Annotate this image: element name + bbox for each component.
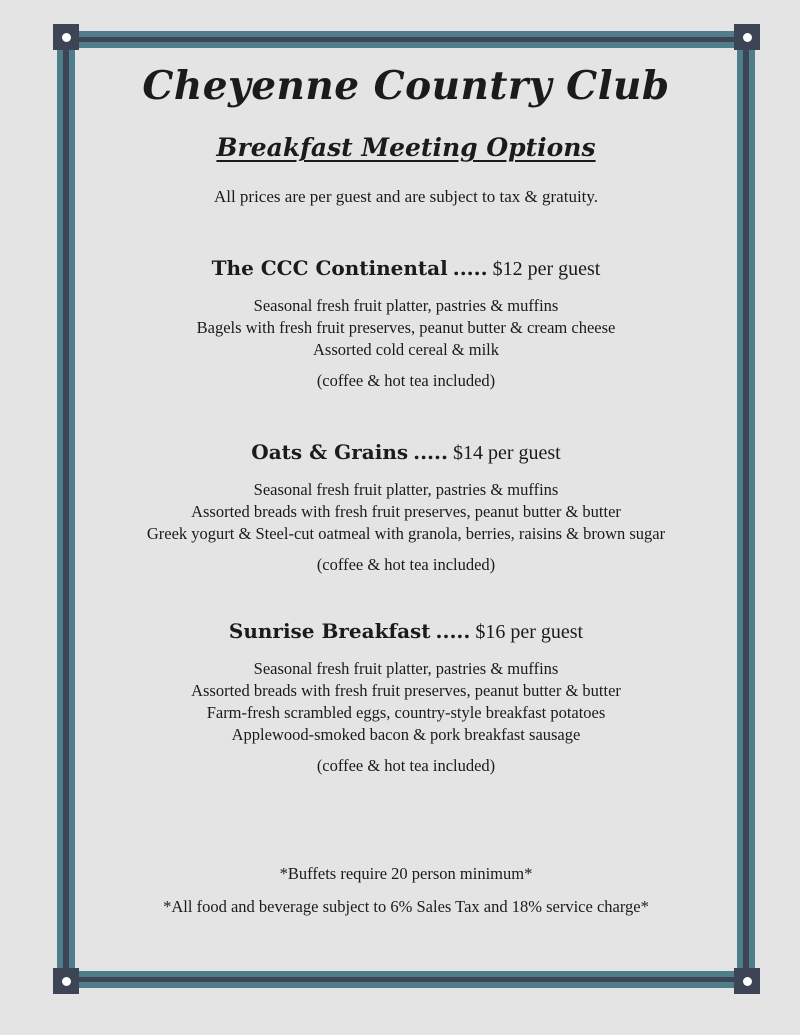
menu-item: Seasonal fresh fruit platter, pastries & muffins — [253, 479, 559, 499]
section-name: The CCC Continental — [211, 255, 448, 280]
section-price: $12 per guest — [492, 257, 601, 280]
section-price: $16 per guest — [475, 620, 584, 643]
border-corner-top-right — [734, 24, 760, 50]
border-band-right — [737, 31, 755, 988]
menu-item: Greek yogurt & Steel-cut oatmeal with granola, berries, raisins & brown sugar — [146, 523, 666, 543]
menu-item: Farm-fresh scrambled eggs, country-style breakfast potatoes — [206, 702, 606, 722]
corner-dot-icon — [62, 977, 71, 986]
section-items — [80, 658, 732, 746]
border-corner-bottom-right — [734, 968, 760, 994]
section-dots: ..... — [452, 255, 488, 280]
menu-item: Seasonal fresh fruit platter, pastries & muffins — [253, 658, 559, 678]
included-note: (coffee & hot tea included) — [316, 755, 496, 775]
menu-item: Assorted breads with fresh fruit preserves, peanut butter & butter — [191, 680, 621, 700]
footnote-buffet-minimum: *Buffets require 20 person minimum* — [279, 863, 533, 883]
menu-item: Seasonal fresh fruit platter, pastries & muffins — [253, 295, 559, 315]
section-name: Sunrise Breakfast — [228, 618, 431, 643]
section-dots: ..... — [435, 618, 471, 643]
section-price: $14 per guest — [452, 441, 561, 464]
border-band-left — [57, 31, 75, 988]
border-corner-bottom-left — [53, 968, 79, 994]
section-items — [80, 295, 732, 361]
menu-section-oats-grains — [80, 439, 732, 576]
border-corner-top-left — [53, 24, 79, 50]
page-title: Cheyenne Country Club — [142, 63, 670, 109]
section-heading — [80, 439, 732, 466]
menu-section-sunrise-breakfast — [80, 618, 732, 777]
included-note: (coffee & hot tea included) — [316, 370, 496, 390]
menu-item: Assorted cold cereal & milk — [312, 339, 500, 359]
corner-dot-icon — [743, 977, 752, 986]
corner-dot-icon — [62, 33, 71, 42]
menu-item: Assorted breads with fresh fruit preserves, peanut butter & butter — [191, 501, 621, 521]
included-note: (coffee & hot tea included) — [316, 554, 496, 574]
page-subtitle: Breakfast Meeting Options — [216, 132, 596, 162]
section-items — [80, 479, 732, 545]
corner-dot-icon — [743, 33, 752, 42]
section-heading — [80, 618, 732, 645]
menu-item: Applewood-smoked bacon & pork breakfast sausage — [231, 724, 581, 744]
menu-section-continental — [80, 255, 732, 392]
section-name: Oats & Grains — [251, 439, 409, 464]
pricing-note: All prices are per guest and are subject to tax & gratuity. — [213, 186, 599, 206]
menu-item: Bagels with fresh fruit preserves, peanut butter & cream cheese — [196, 317, 616, 337]
section-dots: ..... — [413, 439, 448, 464]
footnote-tax-service: *All food and beverage subject to 6% Sales Tax and 18% service charge* — [163, 897, 649, 917]
section-heading — [80, 255, 732, 282]
menu-content — [80, 0, 732, 1035]
